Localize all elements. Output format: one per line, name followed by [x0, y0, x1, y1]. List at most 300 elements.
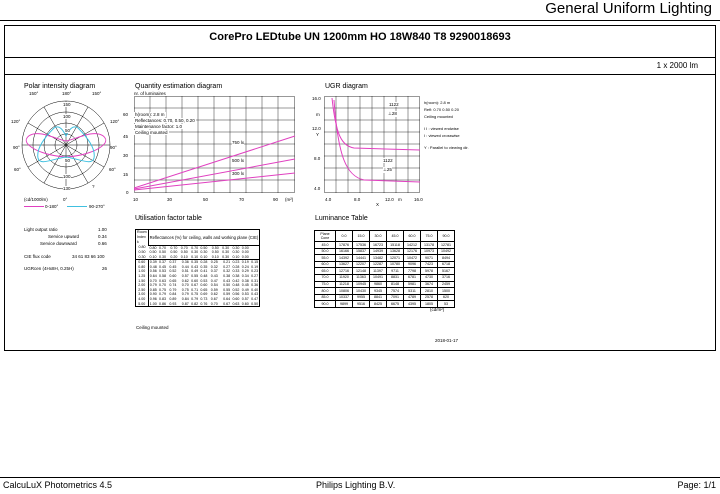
- uf-refl-cell: 0.70: [191, 245, 199, 250]
- uf-cell: 0.38: [223, 274, 231, 279]
- table-row: [315, 248, 455, 255]
- lum-cell: 12287: [370, 261, 387, 268]
- lum-cell: 9860: [370, 281, 387, 288]
- uf-cell: 0.70: [159, 283, 167, 288]
- lum-cell: 12716: [336, 268, 353, 275]
- uf-refl-cell: 0.30: [232, 250, 240, 255]
- uf-cell: 0.96: [149, 297, 157, 302]
- lum-cell: 80.0: [315, 288, 336, 295]
- uf-cell: 0.57: [241, 297, 249, 302]
- uf-k-cell: 1.25: [136, 274, 149, 279]
- uf-cell: 0.67: [191, 283, 199, 288]
- lum-cell: 10337: [336, 294, 353, 301]
- uf-cell: 0.48: [200, 274, 208, 279]
- uf-cell: 0.60: [169, 274, 177, 279]
- quantity-chart: [134, 96, 296, 194]
- lum-cell: 12071: [387, 255, 404, 262]
- uf-refl-cell: 0.30: [222, 254, 230, 259]
- lum-cell: 55.0: [315, 255, 336, 262]
- lum-cell: 12176: [404, 248, 421, 255]
- uf-cell: 0.50: [251, 301, 259, 306]
- footer-company: Philips Lighting B.V.: [316, 480, 396, 490]
- uf-refl-cell: 0.50: [159, 250, 167, 255]
- uf-k-cell: 3.00: [136, 292, 149, 297]
- uf-refl-cell: 0.50: [138, 250, 146, 255]
- ugr-xtick-16: 16.0: [414, 197, 423, 202]
- uf-cell: 0.35: [191, 260, 199, 265]
- uf-cell: 0.15: [251, 260, 259, 265]
- lum-cell: 70.0: [315, 274, 336, 281]
- uf-cell: 0.89: [169, 297, 177, 302]
- uf-cell: 0.53: [200, 278, 208, 283]
- ugr-title: UGR diagram: [325, 83, 368, 90]
- uf-cell: 0.29: [241, 269, 249, 274]
- uf-refl-cell: 0.50: [200, 245, 208, 250]
- lum-cell: 53: [438, 301, 455, 308]
- uf-cell: 0.74: [169, 283, 177, 288]
- ugr-marker-2: 1122: [383, 158, 393, 163]
- uf-refl-cell: 0.50: [211, 245, 219, 250]
- uf-cell: 0.43: [191, 264, 199, 269]
- uf-cell: 0.37: [167, 260, 178, 265]
- header-divider: [0, 20, 720, 21]
- table-row: [315, 281, 455, 288]
- uf-cell: 0.45: [159, 264, 167, 269]
- table-row: [315, 268, 455, 275]
- lum-cell: 14392: [336, 255, 353, 262]
- ugr-legend-room: h(room): 2.8 m: [424, 100, 451, 105]
- uf-cell: 0.60: [200, 283, 208, 288]
- uf-cell: 0.70: [181, 283, 189, 288]
- uf-cell: 0.59: [223, 292, 231, 297]
- polar-angle-120-left: 120°: [11, 119, 21, 124]
- uf-cell: 0.48: [149, 264, 157, 269]
- lum-cell: 17536: [353, 242, 370, 249]
- uf-refl-cell: 0.30: [222, 245, 230, 250]
- lum-cell: 9955: [353, 294, 370, 301]
- polar-legend-90-270: 90-270°: [89, 204, 105, 209]
- lum-cell: 9096: [404, 261, 421, 268]
- polar-angle-60-left: 60°: [14, 167, 21, 172]
- lum-cell: 10492: [438, 248, 455, 255]
- quantity-xunit: (m²): [285, 197, 294, 202]
- lum-head-cell: 15.0: [353, 231, 370, 242]
- uf-refl-cell: 0.10: [180, 254, 188, 259]
- uf-cell: 0.41: [200, 269, 208, 274]
- lum-cell: 17876: [336, 242, 353, 249]
- table-row: [136, 297, 260, 302]
- uf-cell: 0.64: [223, 297, 231, 302]
- uf-cell: 0.53: [241, 292, 249, 297]
- polar-radial-50-bottom: 50: [65, 158, 71, 163]
- lum-cell: 2810: [421, 288, 438, 295]
- uf-refl-cell: 0.70: [159, 245, 167, 250]
- uf-refl-cell: 0.50: [180, 250, 188, 255]
- lum-cell: 13482: [370, 255, 387, 262]
- ugrcen-label: UGRcen (4Hx8H, 0.25H): [24, 266, 74, 271]
- lum-head-cell: 75.0: [421, 231, 438, 242]
- uf-cell: 0.84: [181, 297, 189, 302]
- uf-refl-cell: 0.80: [149, 245, 157, 250]
- uf-cell: 0.65: [200, 287, 208, 292]
- ugr-legend-crosswise: I : viewed crosswise: [424, 133, 460, 138]
- lum-cell: 8831: [387, 274, 404, 281]
- uf-cell: 0.52: [232, 287, 240, 292]
- lum-cell: 3716: [438, 274, 455, 281]
- lum-cell: 4395: [404, 301, 421, 308]
- uf-cell: 0.40: [251, 287, 259, 292]
- quantity-line-300: 300 lx: [232, 171, 245, 176]
- uf-cell: 0.63: [159, 278, 167, 283]
- footer-software: CalcuLuX Photometrics 4.5: [3, 480, 113, 490]
- uf-cell: 0.43: [210, 274, 218, 279]
- polar-angle-90-left: 90°: [13, 145, 20, 150]
- uf-cell: 0.47: [210, 278, 218, 283]
- lum-cell: 5167: [438, 268, 455, 275]
- uf-cell: 0.37: [210, 269, 218, 274]
- uf-cell: 0.70: [149, 278, 157, 283]
- footer-divider: [0, 477, 720, 478]
- title-divider: [5, 57, 715, 58]
- uf-cell: 0.70: [210, 301, 218, 306]
- uf-cell: 0.55: [223, 287, 231, 292]
- ugr-legend-mount: Ceiling mounted: [424, 114, 453, 119]
- uf-cell: 0.93: [169, 301, 177, 306]
- uf-cell: 0.73: [200, 297, 208, 302]
- uf-cell: 0.53: [159, 269, 167, 274]
- lumen-value: 1 x 2000 lm: [656, 61, 698, 70]
- uf-refl-cell: 0.10: [149, 254, 157, 259]
- quantity-ylabel: nr. of luminaires: [134, 91, 166, 96]
- table-row: [315, 255, 455, 262]
- uf-cell: 0.85: [149, 287, 157, 292]
- uf-cell: 0.33: [232, 269, 240, 274]
- uf-cell: 0.49: [191, 269, 199, 274]
- lum-cell: 11920: [336, 274, 353, 281]
- uf-cell: 0.45: [241, 283, 249, 288]
- uf-cell: 0.28: [232, 264, 240, 269]
- polar-radial-130: 130: [63, 186, 71, 191]
- legend-swatch-0-180: [24, 206, 44, 207]
- lum-cell: 6781: [404, 274, 421, 281]
- lum-cell: 4789: [404, 294, 421, 301]
- uf-cell: 0.54: [210, 283, 218, 288]
- quantity-param-room: h(room): 2.8 m: [135, 112, 165, 117]
- table-row: [315, 274, 455, 281]
- lum-cell: 10780: [387, 261, 404, 268]
- luminance-title: Luminance Table: [315, 215, 368, 222]
- uf-cell: 0.87: [181, 301, 189, 306]
- polar-unit: (cd/1000lm): [24, 197, 48, 202]
- lum-cell: 9516: [353, 301, 370, 308]
- uf-cell: 0.47: [251, 297, 259, 302]
- document-date: 2018-01-17: [435, 338, 459, 343]
- uf-cell: 0.51: [181, 269, 189, 274]
- polar-angle-60-right: 60°: [109, 167, 116, 172]
- lum-cell: 14939: [370, 248, 387, 255]
- uf-cell: 0.62: [181, 278, 189, 283]
- quantity-ytick-0: 0: [126, 190, 129, 195]
- uf-cell: 0.60: [241, 301, 249, 306]
- lum-cell: 7423: [421, 261, 438, 268]
- lum-cell: 14441: [353, 255, 370, 262]
- lum-cell: 8148: [387, 281, 404, 288]
- ugr-xlabel-m: m: [398, 197, 402, 202]
- footer-page: Page: 1/1: [677, 480, 716, 490]
- polar-angle-150-right: 150°: [92, 91, 102, 96]
- uf-cell: 0.24: [241, 264, 249, 269]
- uf-k-label: k: [137, 240, 139, 244]
- lum-cell: 9071: [421, 255, 438, 262]
- lum-cell: 65.0: [315, 268, 336, 275]
- uf-refl-cell: 0.70: [180, 245, 188, 250]
- uf-cell: 0.32: [223, 269, 231, 274]
- lum-cell: 620: [438, 294, 455, 301]
- uf-refl-cell: 0.20: [170, 254, 178, 259]
- service-upward-value: 0.34: [98, 234, 107, 239]
- ugr-xlabel-x: X: [376, 202, 380, 207]
- ugr-xtick-8: 8.0: [354, 197, 361, 202]
- uf-refl-cell: 0.30: [232, 245, 240, 250]
- lum-cell: 11363: [353, 274, 370, 281]
- uf-refl-cell: 0.30: [222, 250, 230, 255]
- uf-cell: 0.38: [232, 274, 240, 279]
- lum-cell: 10472: [404, 255, 421, 262]
- uf-cell: 0.19: [251, 264, 259, 269]
- polar-radial-100-bottom: 100: [63, 174, 71, 179]
- uf-cell: 0.83: [159, 297, 167, 302]
- uf-cell: 0.36: [179, 260, 190, 265]
- uf-cell: 0.23: [232, 260, 240, 265]
- ugr-ytick-4: 4.0: [314, 186, 321, 191]
- lum-cell: 7574: [387, 288, 404, 295]
- uf-room-label: Room: [137, 230, 147, 234]
- legend-swatch-90-270: [67, 206, 87, 207]
- uf-cell: 0.58: [159, 274, 167, 279]
- uf-cell: 0.27: [223, 264, 231, 269]
- quantity-xtick-90: 90: [273, 197, 279, 202]
- quantity-line-500: 500 lx: [232, 158, 245, 163]
- lum-cell: 6675: [387, 301, 404, 308]
- lum-head-cell: 30.0: [370, 231, 387, 242]
- lum-head-cell: 45.0: [387, 231, 404, 242]
- lum-cell: 10430: [353, 288, 370, 295]
- uf-cell: 0.62: [210, 292, 218, 297]
- uf-cell: 0.38: [241, 278, 249, 283]
- quantity-xtick-50: 50: [203, 197, 209, 202]
- uf-k-cell: 2.00: [136, 283, 149, 288]
- lum-cell: 11397: [370, 268, 387, 275]
- quantity-line-750: 750 lx: [232, 140, 245, 145]
- lum-cell: 50.0: [315, 248, 336, 255]
- lum-cell: 16723: [370, 242, 387, 249]
- uf-cell: 0.23: [251, 269, 259, 274]
- lum-cell: 10973: [421, 248, 438, 255]
- light-output-ratio-value: 1.00: [98, 227, 107, 232]
- quantity-ytick-15: 15: [123, 172, 129, 177]
- quantity-param-maint: Maintenance factor: 1.0: [135, 124, 183, 129]
- polar-angle-120-right: 120°: [110, 119, 120, 124]
- quantity-xtick-30: 30: [167, 197, 173, 202]
- lum-cell: 8841: [370, 294, 387, 301]
- table-row: [315, 242, 455, 249]
- brand-title: General Uniform Lighting: [545, 0, 712, 17]
- uf-cell: 0.49: [241, 287, 249, 292]
- ugr-legend-parallel: Y : Parallel to viewing dir.: [424, 145, 469, 150]
- uf-refl-cell: 0.30: [159, 254, 167, 259]
- ugr-ylabel-m: m: [316, 112, 320, 117]
- lum-cell: 10945: [353, 281, 370, 288]
- table-row: [315, 288, 455, 295]
- uf-cell: 0.43: [251, 292, 259, 297]
- document-title: CorePro LEDtube UN 1200mm HO 18W840 T8 9290018693: [209, 31, 511, 43]
- uf-cell: 0.45: [169, 264, 177, 269]
- lum-head-cell: 60.0: [404, 231, 421, 242]
- ugr-xtick-12: 12.0: [385, 197, 394, 202]
- uf-cell: 0.28: [200, 260, 208, 265]
- quantity-param-mount: Ceiling mounted: [135, 130, 168, 135]
- quantity-xtick-70: 70: [239, 197, 245, 202]
- ugr-ytick-16: 16.0: [312, 96, 321, 101]
- uf-refl-cell: 0.50: [149, 250, 157, 255]
- table-row: [136, 274, 260, 279]
- uf-k-cell: 5.00: [136, 302, 149, 307]
- lum-cell: 12207: [353, 261, 370, 268]
- lum-cell: 9711: [387, 268, 404, 275]
- uf-cell: 0.43: [223, 278, 231, 283]
- uf-cell: 0.79: [169, 287, 177, 292]
- uf-cell: 0.27: [251, 274, 259, 279]
- uf-cell: 0.50: [223, 283, 231, 288]
- uf-refl-cell: 0.80: [138, 245, 146, 250]
- lum-cell: 7091: [387, 294, 404, 301]
- uf-cell: 0.79: [191, 297, 199, 302]
- polar-arrow-label: ?: [92, 184, 95, 189]
- uf-refl-cell: 0.00: [241, 250, 249, 255]
- uf-refl-cell: 0.30: [138, 254, 146, 259]
- uf-cell: 0.67: [210, 297, 218, 302]
- luminance-table: [314, 230, 455, 308]
- lum-cell: 5978: [421, 268, 438, 275]
- uf-cell: 0.79: [159, 292, 167, 297]
- uf-cell: 0.55: [191, 274, 199, 279]
- ugr-marker-1b: ⊥28: [388, 111, 397, 116]
- lum-cell: 5311: [404, 288, 421, 295]
- uf-k-cell: 1.00: [136, 269, 149, 274]
- uf-cell: 0.64: [149, 274, 157, 279]
- uf-footer: Ceiling mounted: [136, 325, 169, 330]
- uf-cell: 0.37: [159, 260, 167, 265]
- uf-cell: 0.63: [232, 301, 240, 306]
- uf-cell: 0.69: [200, 292, 208, 297]
- uf-cell: 0.60: [232, 297, 240, 302]
- polar-radial-150: 150: [63, 102, 71, 107]
- ugr-chart: [324, 96, 420, 194]
- uf-cell: 0.35: [200, 264, 208, 269]
- uf-cell: 0.79: [181, 292, 189, 297]
- uf-cell: 0.56: [149, 269, 157, 274]
- ugr-xtick-4: 4.0: [325, 197, 332, 202]
- uf-cell: 0.42: [232, 278, 240, 283]
- lum-cell: 15837: [353, 248, 370, 255]
- lum-cell: 90.0: [315, 301, 336, 308]
- utilisation-title: Utilisation factor table: [135, 215, 202, 222]
- lum-cell: 85.0: [315, 294, 336, 301]
- ugr-legend-refl: Refl: 0.70 0.50 0.20: [424, 107, 459, 112]
- lum-cell: 1500: [438, 288, 455, 295]
- cie-flux-value: 34 61 83 66 100: [72, 254, 105, 259]
- uf-refl-cell: 0.70: [170, 245, 178, 250]
- uf-cell: 0.57: [181, 274, 189, 279]
- uf-k-cell: 1.50: [136, 279, 149, 284]
- uf-k-cell: 0.80: [136, 265, 149, 270]
- uf-cell: 0.90: [149, 292, 157, 297]
- quantity-xtick-10: 10: [133, 197, 139, 202]
- uf-refl-cell: 0.10: [191, 254, 199, 259]
- uf-k-cell: 0.60: [136, 260, 149, 265]
- lumen-divider: [5, 74, 715, 75]
- uf-cell: 0.86: [159, 301, 167, 306]
- lum-cell: 2578: [421, 294, 438, 301]
- uf-cell: 0.82: [191, 301, 199, 306]
- lum-cell: 1805: [421, 301, 438, 308]
- polar-angle-90-right: 90°: [110, 145, 117, 150]
- lum-cell: 13628: [387, 248, 404, 255]
- lum-cell: 11218: [336, 281, 353, 288]
- ugrcen-value: 26: [102, 266, 108, 271]
- lum-head-cell: Plane Cone: [315, 231, 336, 242]
- uf-k-cell: 4.00: [136, 297, 149, 302]
- lum-cell: 9345: [370, 288, 387, 295]
- lum-head-cell: 90.0: [438, 231, 455, 242]
- lum-cell: 8494: [438, 255, 455, 262]
- uf-refl-cell: 0.10: [211, 254, 219, 259]
- quantity-param-refl: Reflectances: 0.70, 0.50, 0.20: [135, 118, 195, 123]
- uf-refl-cell: 0.30: [200, 250, 208, 255]
- uf-cell: 0.34: [241, 274, 249, 279]
- quantity-ytick-60: 60: [123, 112, 129, 117]
- uf-cell: 0.56: [232, 292, 240, 297]
- ugr-legend-endwise: I I : viewed endwise: [424, 126, 459, 131]
- uf-refl-cell: 0.50: [170, 250, 178, 255]
- uf-cell: 0.25: [209, 260, 220, 265]
- uf-cell: 0.75: [191, 292, 199, 297]
- service-downward-value: 0.66: [98, 241, 107, 246]
- ugr-ytick-12: 12.0: [312, 126, 321, 131]
- lum-cell: 45.0: [315, 242, 336, 249]
- polar-angle-150-left: 150°: [29, 91, 39, 96]
- uf-header: Reflectances (%) for ceiling, walls and working plane (CIE): [148, 230, 260, 246]
- uf-cell: 0.21: [220, 260, 231, 265]
- uf-cell: 0.52: [169, 269, 177, 274]
- lum-cell: 12148: [353, 268, 370, 275]
- uf-refl-cell: 0.50: [211, 250, 219, 255]
- lum-cell: 5981: [404, 281, 421, 288]
- lum-cell: 3674: [421, 281, 438, 288]
- service-upward-label: Service upward: [48, 234, 80, 239]
- quantity-ytick-45: 45: [123, 134, 129, 139]
- uf-cell: 1.00: [149, 301, 157, 306]
- lum-cell: 2459: [438, 281, 455, 288]
- uf-cell: 0.79: [149, 283, 157, 288]
- polar-radial-50-top: 50: [65, 128, 71, 133]
- uf-cell: 0.48: [232, 283, 240, 288]
- lum-cell: 16166: [336, 248, 353, 255]
- uf-refl-cell: 0.00: [241, 245, 249, 250]
- uf-cell: 0.84: [169, 292, 177, 297]
- lum-cell: 14212: [404, 242, 421, 249]
- uf-cell: 0.75: [159, 287, 167, 292]
